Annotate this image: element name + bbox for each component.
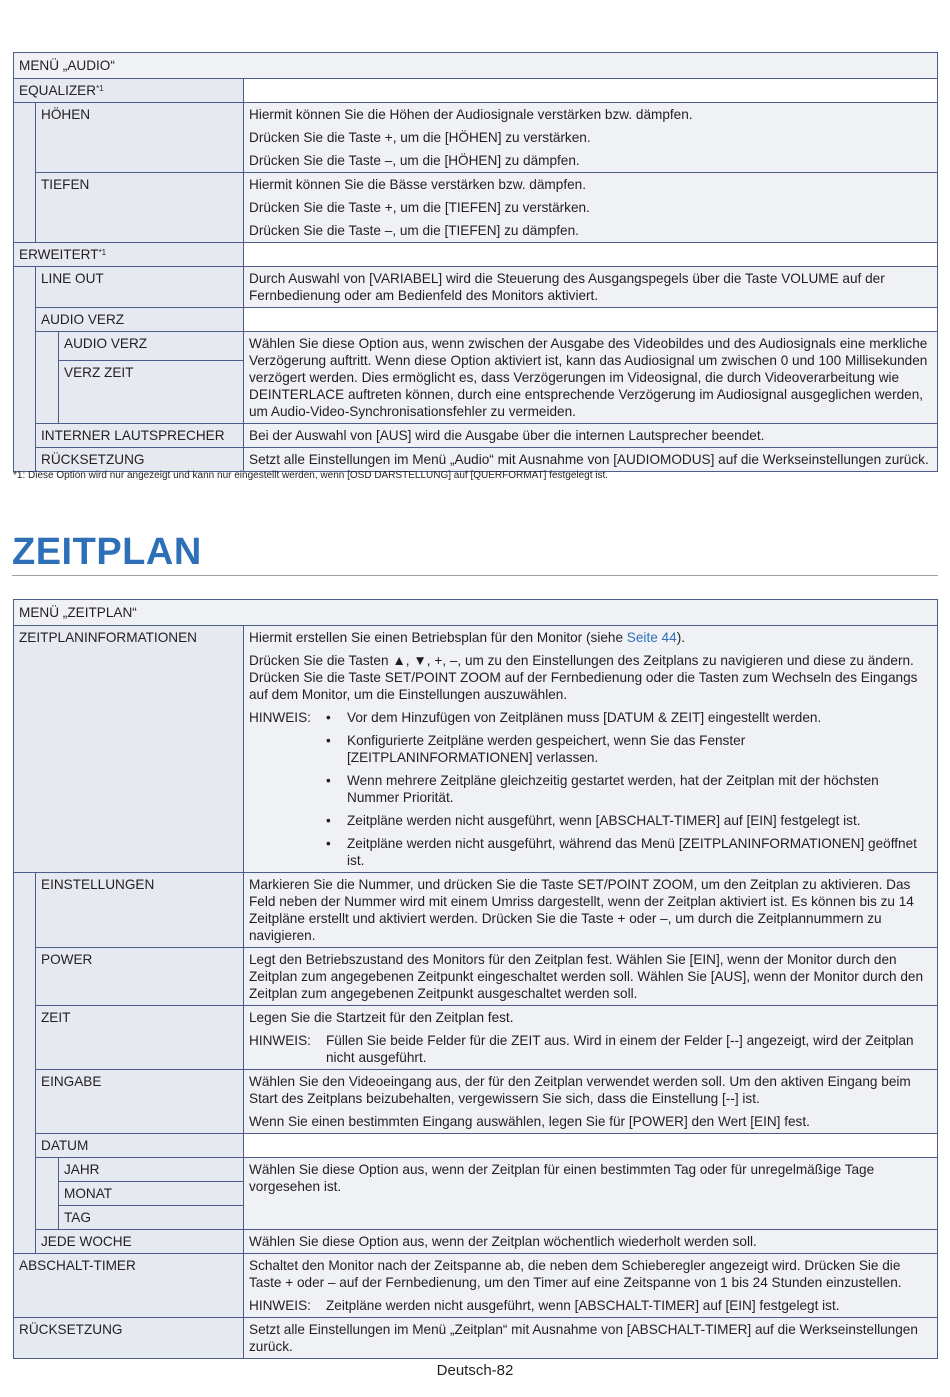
row-desc-ruecksetzung-audio: Setzt alle Einstellungen im Menü „Audio“ mit Ausnahme von [AUDIOMODUS] auf die Werkseinstellungen zurück. bbox=[244, 448, 938, 472]
row-label-verz-zeit: VERZ ZEIT bbox=[59, 361, 244, 424]
row-desc-eingabe: Wählen Sie den Videoeingang aus, der für den Zeitplan verwendet werden soll. Um den aktiven Eingang beim Start des Zeitplans beizubehalten, vergewissern Sie sich, dass die Einstellung [--] ist. Wenn Sie einen bestimmten Eingang auswählen, legen Sie für [POWER] den Wert [EIN] fest. bbox=[244, 1070, 938, 1134]
row-label-line-out: LINE OUT bbox=[36, 267, 244, 308]
row-label-jede-woche: JEDE WOCHE bbox=[36, 1230, 244, 1254]
list-item: • Vor dem Hinzufügen von Zeitplänen muss [DATUM & ZEIT] eingestellt werden. bbox=[326, 710, 822, 725]
row-desc-abschalt-timer: Schaltet den Monitor nach der Zeitspanne ab, die neben dem Schieberegler angezeigt wird. Drücken Sie die Taste + oder – auf der Fernbedienung, um den Timer auf eine Zeitspanne von 1 bis 24 Stunden einzustellen. HINWEIS: Zeitpläne werden nicht ausgeführt, wenn [ABSCHALT-TIMER] auf [EIN] festgelegt ist. bbox=[244, 1254, 938, 1318]
row-desc-audio-verz: Wählen Sie diese Option aus, wenn zwischen der Ausgabe des Videobildes und des Audiosignals eine merkliche Verzögerung auftritt. Wenn diese Option aktiviert ist, kann das Audiosignal um zwischen 0 und 100 Millisekunden verzögert werden. Dies ermöglicht es, dass Verzögerungen im Videosignal, die durch Videoverarbeitung wie DEINTERLACE auftreten können, durch eine entsprechende Verzögerung im Audiosignal ausgeglichen werden, um Audio-Video-Synchronisationsfehler zu vermeiden. bbox=[244, 332, 938, 424]
row-desc-zeit: Legen Sie die Startzeit für den Zeitplan fest. HINWEIS: Füllen Sie beide Felder für die ZEIT aus. Wird in einem der Felder [--] angezeigt, wird der Zeitplan nicht ausgeführt. bbox=[244, 1006, 938, 1070]
row-label-abschalt-timer: ABSCHALT-TIMER bbox=[14, 1254, 244, 1318]
row-label-zeit: ZEIT bbox=[36, 1006, 244, 1070]
table-row bbox=[14, 267, 938, 308]
row-label-eingabe: EINGABE bbox=[36, 1070, 244, 1134]
table-row bbox=[14, 1134, 938, 1158]
table-row bbox=[14, 1006, 938, 1070]
row-desc-ruecksetzung-zeitplan: Setzt alle Einstellungen im Menü „Zeitplan“ mit Ausnahme von [ABSCHALT-TIMER] auf die Werkseinstellungen zurück. bbox=[244, 1318, 938, 1359]
page-link[interactable]: Seite 44 bbox=[626, 630, 677, 645]
table-row bbox=[14, 103, 938, 173]
row-label-monat: MONAT bbox=[59, 1182, 244, 1206]
row-desc-power: Legt den Betriebszustand des Monitors für den Zeitplan fest. Wählen Sie [EIN], wenn der Monitor durch den Zeitplan zum angegebenen Zeitpunkt eingeschaltet werden soll. Wählen Sie [AUS], wenn der Monitor durch den Zeitplan zum angegebenen Zeitpunkt ausgeschaltet werden soll. bbox=[244, 948, 938, 1006]
heading-divider bbox=[12, 575, 938, 576]
list-item: • Zeitpläne werden nicht ausgeführt, wenn [ABSCHALT-TIMER] auf [EIN] festgelegt ist. bbox=[326, 813, 861, 828]
row-label-interner-lautsprecher: INTERNER LAUTSPRECHER bbox=[36, 424, 244, 448]
row-label-ruecksetzung-zeitplan: RÜCKSETZUNG bbox=[14, 1318, 244, 1359]
row-label-power: POWER bbox=[36, 948, 244, 1006]
zeitplan-menu-header: MENÜ „ZEITPLAN“ bbox=[14, 600, 938, 626]
row-label-hoehen: HÖHEN bbox=[36, 103, 244, 173]
row-desc-interner-lautsprecher: Bei der Auswahl von [AUS] wird die Ausgabe über die internen Lautsprecher beendet. bbox=[244, 424, 938, 448]
row-label-einstellungen: EINSTELLUNGEN bbox=[36, 873, 244, 948]
page-number: Deutsch-82 bbox=[436, 1362, 514, 1379]
list-item: • Zeitpläne werden nicht ausgeführt, während das Menü [ZEITPLANINFORMATIONEN] geöffnet ist. bbox=[326, 836, 917, 868]
audio-menu-header: MENÜ „AUDIO“ bbox=[14, 53, 938, 79]
row-label-tag: TAG bbox=[59, 1206, 244, 1230]
row-label-datum: DATUM bbox=[36, 1134, 244, 1158]
table-row bbox=[14, 948, 938, 1006]
row-desc-zeitplaninformationen: Hiermit erstellen Sie einen Betriebsplan für den Monitor (siehe Seite 44). Drücken Sie die Tasten ▲, ▼, +, –, um zu den Einstellungen des Zeitplans zu navigieren und diese zu ändern. Drücken Sie die Taste SET/POINT ZOOM auf der Fernbedienung oder die Tasten zum Wechseln des Eingangs auf dem Monitor, um die Einstellungen auszuwählen. HINWEIS: • Vor dem Hinzufügen von Zeitplänen muss [DATUM & ZEIT] eingestellt werden. • Konfigurierte Zeitpläne werden gespeichert, wenn Sie das Fenster [ZEITPLANINFORMATIONEN] verlassen. • Wenn mehrere Zeitpläne gleichzeitig gestartet werden, hat der Zeitplan mit der höchsten Nummer Priorität. • Zeitpläne werden nicht ausgeführt, wenn [ABSCHALT-TIMER] auf [EIN] festgelegt ist. • Zeitpläne werden nicht ausgeführt, während das Menü [ZEITPLANINFORMATIONEN] geöffnet ist. bbox=[244, 626, 938, 873]
audio-menu-table bbox=[13, 52, 938, 472]
table-row bbox=[14, 1070, 938, 1134]
row-desc-datum: Wählen Sie diese Option aus, wenn der Zeitplan für einen bestimmten Tag oder für unregelmäßige Tage vorgesehen ist. bbox=[244, 1158, 938, 1230]
table-row bbox=[14, 448, 938, 472]
table-row bbox=[14, 308, 938, 332]
row-desc-tiefen: Hiermit können Sie die Bässe verstärken bzw. dämpfen. Drücken Sie die Taste +, um die [TIEFEN] zu verstärken. Drücken Sie die Taste –, um die [TIEFEN] zu dämpfen. bbox=[244, 173, 938, 243]
list-item: • Wenn mehrere Zeitpläne gleichzeitig gestartet werden, hat der Zeitplan mit der höchsten Nummer Priorität. bbox=[326, 773, 879, 805]
row-desc-jede-woche: Wählen Sie diese Option aus, wenn der Zeitplan wöchentlich wiederholt werden soll. bbox=[244, 1230, 938, 1254]
table-row bbox=[14, 243, 938, 267]
footnote: *1: Diese Option wird nur angezeigt und kann nur eingestellt werden, wenn [OSD DARSTELLUNG] auf [QUERFORMAT] festgelegt ist. bbox=[13, 470, 609, 481]
table-row bbox=[14, 424, 938, 448]
table-row bbox=[14, 173, 938, 243]
row-label-ruecksetzung-audio: RÜCKSETZUNG bbox=[36, 448, 244, 472]
row-label-audio-verz: AUDIO VERZ bbox=[59, 332, 244, 361]
row-desc-line-out: Durch Auswahl von [VARIABEL] wird die Steuerung des Ausgangspegels über die Taste VOLUME auf der Fernbedienung oder am Bedienfeld des Monitors aktiviert. bbox=[244, 267, 938, 308]
table-row bbox=[14, 1318, 938, 1359]
row-desc-einstellungen: Markieren Sie die Nummer, und drücken Sie die Taste SET/POINT ZOOM, um den Zeitplan zu aktivieren. Das Feld neben der Nummer wird mit einem Umriss dargestellt, wenn der Zeitplan aktiviert ist. Es können bis zu 14 Zeitpläne erstellt und aktiviert werden. Drücken Sie die Taste + oder –, um durch die Zeitplannummern zu navigieren. bbox=[244, 873, 938, 948]
row-label-audio-verz-group: AUDIO VERZ bbox=[36, 308, 244, 332]
table-row bbox=[14, 600, 938, 626]
table-row bbox=[14, 79, 938, 103]
row-label-zeitplaninformationen: ZEITPLANINFORMATIONEN bbox=[14, 626, 244, 873]
table-row bbox=[14, 1230, 938, 1254]
note-block: HINWEIS: Füllen Sie beide Felder für die ZEIT aus. Wird in einem der Felder [--] angezeigt, wird der Zeitplan nicht ausgeführt. bbox=[249, 1033, 914, 1065]
table-row bbox=[14, 626, 938, 873]
row-label-erweitert: ERWEITERT$^{*1}$ bbox=[14, 243, 244, 267]
zeitplan-menu-table bbox=[13, 599, 938, 1359]
list-item: • Konfigurierte Zeitpläne werden gespeichert, wenn Sie das Fenster [ZEITPLANINFORMATIONEN] verlassen. bbox=[326, 733, 746, 765]
table-row bbox=[14, 53, 938, 79]
table-row bbox=[14, 1254, 938, 1318]
row-desc-hoehen: Hiermit können Sie die Höhen der Audiosignale verstärken bzw. dämpfen. Drücken Sie die Taste +, um die [HÖHEN] zu verstärken. Drücken Sie die Taste –, um die [HÖHEN] zu dämpfen. bbox=[244, 103, 938, 173]
row-label-equalizer: EQUALIZER$^{*1}$ bbox=[14, 79, 244, 103]
table-row bbox=[14, 1158, 938, 1182]
note-block: HINWEIS: • Vor dem Hinzufügen von Zeitplänen muss [DATUM & ZEIT] eingestellt werden. • Konfigurierte Zeitpläne werden gespeichert, wenn Sie das Fenster [ZEITPLANINFORMATIONEN] verlassen. • Wenn mehrere Zeitpläne gleichzeitig gestartet werden, hat der Zeitplan mit der höchsten Nummer Priorität. • Zeitpläne werden nicht ausgeführt, wenn [ABSCHALT-TIMER] auf [EIN] festgelegt ist. • Zeitpläne werden nicht ausgeführt, während das Menü [ZEITPLANINFORMATIONEN] geöffnet ist. bbox=[249, 709, 932, 869]
section-heading: ZEITPLAN bbox=[12, 531, 202, 573]
row-label-tiefen: TIEFEN bbox=[36, 173, 244, 243]
row-label-jahr: JAHR bbox=[59, 1158, 244, 1182]
table-row bbox=[14, 332, 938, 361]
table-row bbox=[14, 873, 938, 948]
note-block: HINWEIS: Zeitpläne werden nicht ausgeführt, wenn [ABSCHALT-TIMER] auf [EIN] festgelegt ist. bbox=[249, 1298, 840, 1313]
